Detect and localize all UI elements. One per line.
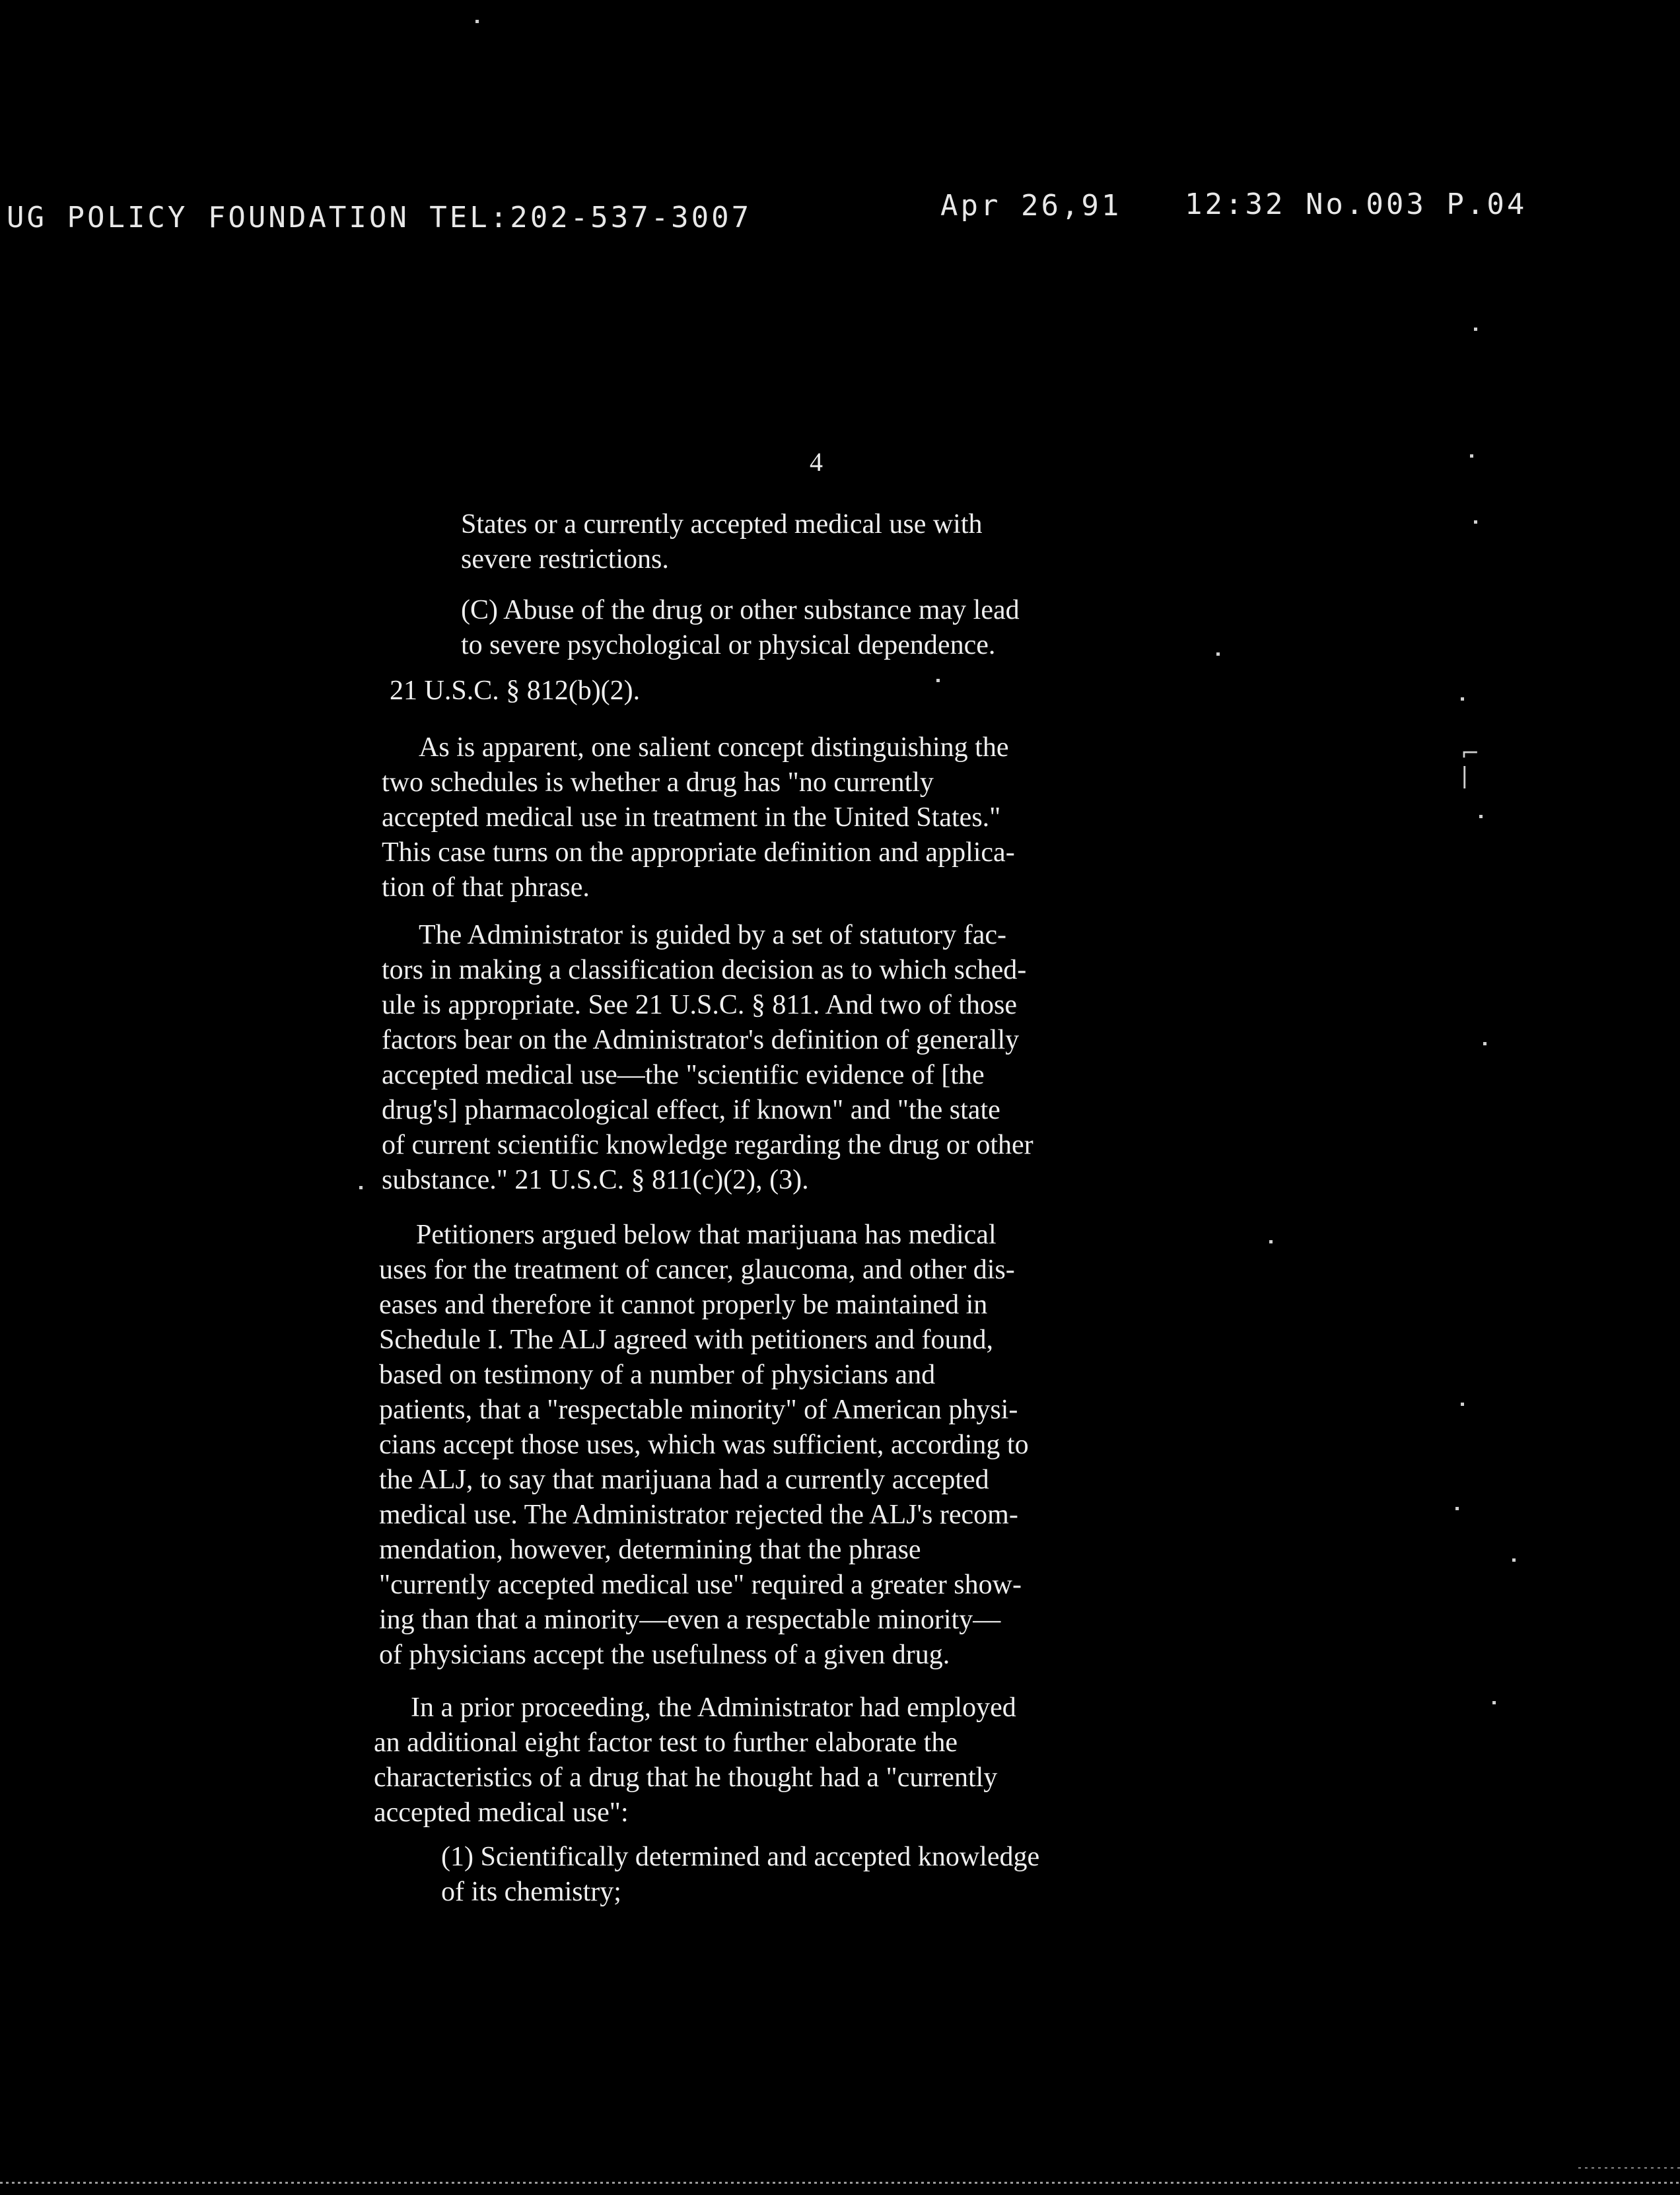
text-line: ing than that a minority—even a respectable minority— bbox=[379, 1605, 1001, 1635]
scan-speck bbox=[1455, 1507, 1459, 1510]
page-number: 4 bbox=[810, 447, 823, 477]
text-line: Petitioners argued below that marijuana has medical bbox=[416, 1220, 997, 1250]
fax-date: Apr 26,91 bbox=[940, 189, 1122, 223]
paragraph-2 bbox=[382, 918, 1242, 1198]
text-line: Schedule I. The ALJ agreed with petitioners and found, bbox=[379, 1325, 993, 1355]
text-line: ule is appropriate. See 21 U.S.C. § 811. And two of those bbox=[382, 990, 1018, 1020]
quoted-statute-b-end bbox=[461, 507, 1243, 577]
text-line: In a prior proceeding, the Administrator had employed bbox=[411, 1692, 1016, 1723]
text-line: mendation, however, determining that the phrase bbox=[379, 1535, 921, 1565]
scan-speck bbox=[1474, 520, 1477, 524]
text-line: (1) Scientifically determined and accepted knowledge bbox=[441, 1842, 1040, 1872]
text-line: factors bear on the Administrator's definition of generally bbox=[382, 1025, 1020, 1055]
text-line: based on testimony of a number of physicians and bbox=[379, 1360, 936, 1390]
text-line: tion of that phrase. bbox=[382, 872, 590, 903]
text-line: This case turns on the appropriate definition and applica- bbox=[382, 837, 1015, 868]
text-line: the ALJ, to say that marijuana had a currently accepted bbox=[379, 1465, 989, 1495]
text-line: eases and therefore it cannot properly be maintained in bbox=[379, 1290, 988, 1320]
scan-speck bbox=[1474, 328, 1477, 331]
scan-artifact-mark: ⌐ | bbox=[1461, 740, 1480, 789]
text-line: (C) Abuse of the drug or other substance may lead bbox=[461, 595, 1020, 625]
scan-speck bbox=[475, 20, 479, 23]
scan-speck bbox=[1483, 1042, 1487, 1045]
text-line: uses for the treatment of cancer, glaucoma, and other dis- bbox=[379, 1255, 1015, 1285]
fax-transmission-header bbox=[0, 185, 1680, 234]
text-line: medical use. The Administrator rejected the ALJ's recom- bbox=[379, 1500, 1018, 1530]
paragraph-4 bbox=[374, 1690, 1234, 1830]
text-line: "currently accepted medical use" required a greater show- bbox=[379, 1570, 1022, 1600]
scan-edge-dots bbox=[1578, 2167, 1680, 2169]
text-line: 21 U.S.C. § 812(b)(2). bbox=[390, 676, 641, 706]
text-line: severe restrictions. bbox=[461, 544, 669, 575]
quoted-statute-c bbox=[461, 593, 1243, 663]
scan-speck bbox=[936, 679, 940, 682]
scan-speck bbox=[1479, 815, 1483, 818]
fax-time-page: 12:32 No.003 P.04 bbox=[1185, 188, 1527, 221]
scan-speck bbox=[1461, 697, 1464, 701]
text-line: The Administrator is guided by a set of statutory fac- bbox=[419, 920, 1006, 950]
text-line: an additional eight factor test to further elaborate the bbox=[374, 1727, 958, 1758]
text-line: of current scientific knowledge regarding the drug or other bbox=[382, 1130, 1033, 1160]
text-line: characteristics of a drug that he thought had a "currently bbox=[374, 1762, 998, 1793]
scan-speck bbox=[359, 1186, 363, 1189]
text-line: States or a currently accepted medical use with bbox=[461, 509, 983, 540]
eight-factor-list-item-1 bbox=[441, 1840, 1234, 1910]
scan-speck bbox=[1470, 454, 1473, 458]
text-line: accepted medical use—the "scientific evidence of [the bbox=[382, 1060, 985, 1090]
text-line: drug's] pharmacological effect, if known" and "the state bbox=[382, 1095, 1000, 1125]
text-line: substance." 21 U.S.C. § 811(c)(2), (3). bbox=[382, 1165, 809, 1195]
scan-bottom-edge bbox=[0, 2182, 1680, 2184]
scan-speck bbox=[1512, 1558, 1516, 1562]
text-line: of physicians accept the usefulness of a given drug. bbox=[379, 1640, 950, 1670]
fax-sender-line: UG POLICY FOUNDATION TEL:202-537-3007 bbox=[7, 201, 752, 234]
scan-speck bbox=[1492, 1701, 1496, 1704]
text-line: tors in making a classification decision as to which sched- bbox=[382, 955, 1027, 985]
text-line: cians accept those uses, which was sufficient, according to bbox=[379, 1430, 1029, 1460]
scan-speck bbox=[1216, 652, 1220, 656]
text-line: patients, that a "respectable minority" of American physi- bbox=[379, 1395, 1018, 1425]
text-line: to severe psychological or physical dependence. bbox=[461, 630, 996, 660]
paragraph-3 bbox=[379, 1218, 1239, 1673]
text-line: two schedules is whether a drug has "no currently bbox=[382, 767, 934, 798]
scan-speck bbox=[1461, 1403, 1464, 1406]
statute-citation bbox=[390, 674, 786, 709]
text-line: accepted medical use in treatment in the United States." bbox=[382, 802, 1001, 833]
paragraph-1 bbox=[382, 730, 1242, 905]
text-line: of its chemistry; bbox=[441, 1877, 621, 1907]
text-line: As is apparent, one salient concept distinguishing the bbox=[419, 732, 1009, 763]
scan-speck bbox=[1269, 1240, 1273, 1243]
text-line: accepted medical use": bbox=[374, 1797, 629, 1828]
